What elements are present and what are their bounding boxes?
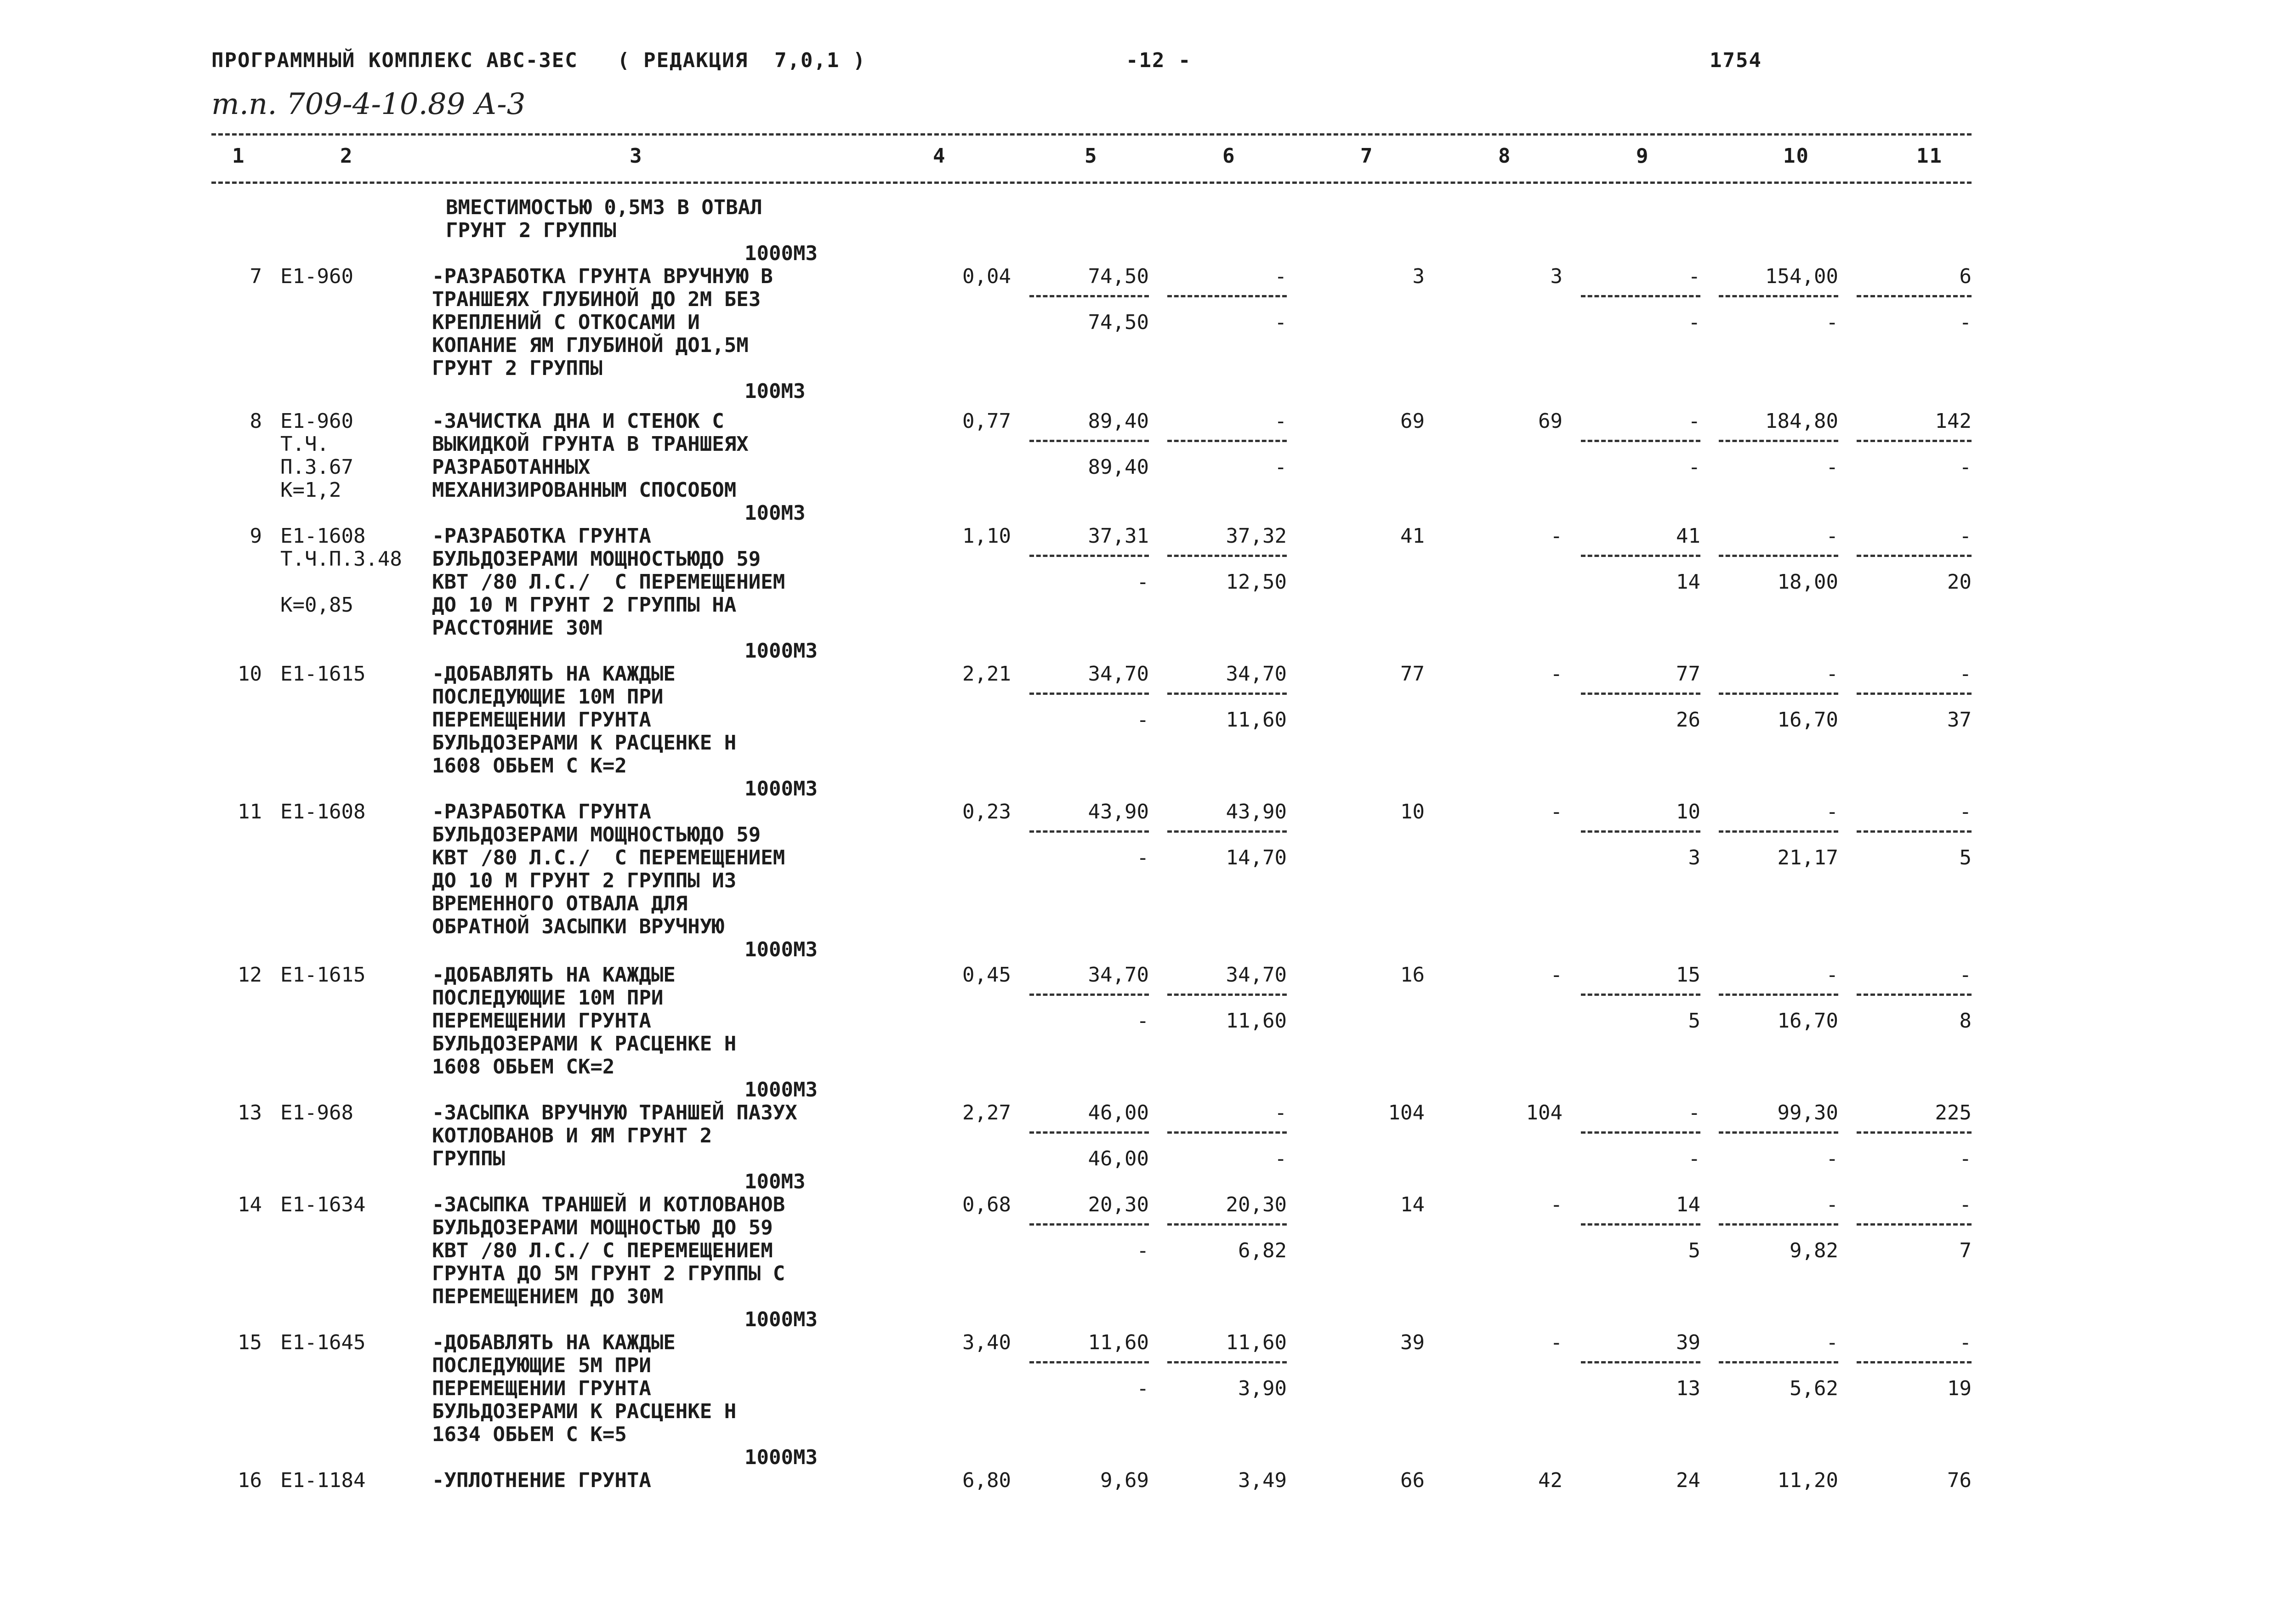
fraction-line [1167,994,1287,996]
value-c10: 99,30 [1777,1101,1838,1124]
column-header-10: 10 [1783,144,1809,168]
value-c4: 0,04 [962,265,1011,288]
value-c8: 3 [1550,265,1563,288]
value-c4: 3,40 [962,1331,1011,1354]
row-number: 13 [238,1101,262,1124]
fraction-line [1719,830,1838,833]
value-c7: 10 [1400,800,1425,823]
row-number: 10 [238,662,262,686]
fraction-line [1857,994,1972,996]
value-c4: 0,23 [962,800,1011,823]
carryover-line: ГРУНТ 2 ГРУППЫ [446,219,616,242]
column-header-5: 5 [1085,144,1098,168]
value-c11-lower: - [1959,1147,1972,1170]
work-description: ПЕРЕМЕЩЕНИЕМ ДО 30М [432,1285,664,1308]
norm-code: Е1-968 [280,1101,353,1124]
work-description: КОТЛОВАНОВ И ЯМ ГРУНТ 2 [432,1124,712,1147]
value-c7: 39 [1400,1331,1425,1354]
work-description: -ЗАСЫПКА ТРАНШЕЙ И КОТЛОВАНОВ [432,1193,785,1216]
fraction-line [1719,1131,1838,1134]
work-description: ПЕРЕМЕЩЕНИИ ГРУНТА [432,708,651,732]
fraction-line [1857,295,1972,297]
value-c11-lower: 20 [1947,570,1972,594]
fraction-line [1581,1223,1700,1226]
value-c11-lower: 19 [1947,1377,1972,1400]
work-description: ГРУППЫ [432,1147,505,1170]
value-c9: 77 [1676,662,1700,686]
row-number: 15 [238,1331,262,1354]
value-c8: - [1550,1331,1563,1354]
norm-code: Е1-1184 [280,1469,366,1492]
unit-of-measure: 1000М3 [744,1446,818,1469]
fraction-line [1719,693,1838,695]
row-number: 16 [238,1469,262,1492]
value-c5-lower: - [1136,570,1149,594]
column-header-1: 1 [232,144,245,168]
value-c11: - [1959,524,1972,548]
fraction-line [1029,994,1149,996]
column-header-8: 8 [1498,144,1512,168]
fraction-line [1857,440,1972,442]
value-c11-lower: - [1959,311,1972,334]
value-c11: - [1959,800,1972,823]
row-number: 14 [238,1193,262,1216]
value-c5-lower: - [1136,708,1149,732]
value-c6-lower: - [1274,311,1287,334]
value-c6: 43,90 [1226,800,1287,823]
value-c5: 11,60 [1088,1331,1149,1354]
norm-code: Е1-1608 [280,524,366,548]
column-header-6: 6 [1222,144,1236,168]
work-description: -ЗАЧИСТКА ДНА И СТЕНОК С [432,409,724,433]
row-number: 8 [250,409,262,433]
work-description: ВРЕМЕННОГО ОТВАЛА ДЛЯ [432,892,688,915]
work-description: -ДОБАВЛЯТЬ НА КАЖДЫЕ [432,662,676,686]
norm-code: Т.Ч.П.3.48 [280,547,402,571]
work-description: -ЗАСЫПКА ВРУЧНУЮ ТРАНШЕЙ ПАЗУХ [432,1101,797,1124]
value-c10: 184,80 [1765,409,1838,433]
fraction-line [1581,693,1700,695]
value-c8: - [1550,662,1563,686]
value-c6: 37,32 [1226,524,1287,548]
value-c11: 225 [1935,1101,1972,1124]
header-bottom-rule [211,182,1972,184]
value-c5: 20,30 [1088,1193,1149,1216]
row-number: 9 [250,524,262,548]
value-c9: 14 [1676,1193,1700,1216]
work-description: БУЛЬДОЗЕРАМИ МОЩНОСТЬЮДО 59 [432,823,761,846]
fraction-line [1581,830,1700,833]
work-description: ПЕРЕМЕЩЕНИИ ГРУНТА [432,1009,651,1033]
column-header-2: 2 [340,144,353,168]
value-c4: 2,21 [962,662,1011,686]
work-description: -РАЗРАБОТКА ГРУНТА ВРУЧНУЮ В [432,265,773,288]
fraction-line [1719,1223,1838,1226]
work-description: 1608 ОБЬЕМ СК=2 [432,1055,615,1079]
value-c11-lower: - [1959,455,1972,479]
work-description: ТРАНШЕЯХ ГЛУБИНОЙ ДО 2М БЕЗ [432,288,761,311]
value-c11-lower: 7 [1959,1239,1972,1262]
value-c8: 69 [1538,409,1563,433]
unit-of-measure: 100М3 [744,380,806,403]
value-c6-lower: 11,60 [1226,708,1287,732]
value-c6: - [1274,265,1287,288]
work-description: 1634 ОБЬЕМ С К=5 [432,1423,627,1446]
fraction-line [1029,440,1149,442]
value-c7: 104 [1388,1101,1425,1124]
value-c5: 9,69 [1100,1469,1149,1492]
value-c5: 43,90 [1088,800,1149,823]
value-c7: 3 [1412,265,1425,288]
value-c8: - [1550,963,1563,987]
fraction-line [1857,1223,1972,1226]
column-header-3: 3 [630,144,643,168]
value-c4: 0,45 [962,963,1011,987]
value-c9: 24 [1676,1469,1700,1492]
value-c11: - [1959,963,1972,987]
page-mark: -12 - [1126,49,1192,72]
work-description: РАССТОЯНИЕ 30М [432,616,602,640]
value-c10: 11,20 [1777,1469,1838,1492]
norm-code: Е1-960 [280,265,353,288]
unit-of-measure: 1000М3 [744,639,818,663]
value-c6-lower: - [1274,1147,1287,1170]
value-c10: - [1826,963,1838,987]
value-c10-lower: 9,82 [1790,1239,1838,1262]
value-c10-lower: 16,70 [1777,708,1838,732]
fraction-line [1167,1223,1287,1226]
norm-code: Е1-1615 [280,963,366,987]
fraction-line [1029,1223,1149,1226]
fraction-line [1581,1361,1700,1363]
work-description: КРЕПЛЕНИЙ С ОТКОСАМИ И [432,311,700,334]
fraction-line [1857,555,1972,557]
unit-of-measure: 1000М3 [744,938,818,961]
work-description: -РАЗРАБОТКА ГРУНТА [432,524,651,548]
value-c9-lower: 13 [1676,1377,1700,1400]
value-c5: 46,00 [1088,1101,1149,1124]
value-c9-lower: 5 [1688,1239,1700,1262]
work-description: КВТ /80 Л.С./ С ПЕРЕМЕЩЕНИЕМ [432,1239,773,1262]
work-description: ДО 10 М ГРУНТ 2 ГРУППЫ ИЗ [432,869,737,892]
norm-code: Е1-1615 [280,662,366,686]
row-number: 12 [238,963,262,987]
value-c11: 76 [1947,1469,1972,1492]
column-header-11: 11 [1916,144,1943,168]
work-description: ПЕРЕМЕЩЕНИИ ГРУНТА [432,1377,651,1400]
value-c9-lower: - [1688,1147,1700,1170]
fraction-line [1029,1131,1149,1134]
fraction-line [1167,1131,1287,1134]
work-description: МЕХАНИЗИРОВАННЫМ СПОСОБОМ [432,478,737,502]
fraction-line [1581,295,1700,297]
value-c5-lower: - [1136,846,1149,869]
value-c9: - [1688,265,1700,288]
fraction-line [1857,1361,1972,1363]
value-c11: 6 [1959,265,1972,288]
fraction-line [1167,555,1287,557]
unit-of-measure: 1000М3 [744,777,818,801]
fraction-line [1167,440,1287,442]
value-c5-lower: - [1136,1377,1149,1400]
fraction-line [1857,693,1972,695]
value-c9: - [1688,1101,1700,1124]
value-c8: 42 [1538,1469,1563,1492]
unit-of-measure: 1000М3 [744,1308,818,1331]
value-c6: 11,60 [1226,1331,1287,1354]
value-c9-lower: 26 [1676,708,1700,732]
column-header-9: 9 [1636,144,1649,168]
value-c7: 14 [1400,1193,1425,1216]
value-c6-lower: 6,82 [1238,1239,1287,1262]
fraction-line [1029,295,1149,297]
norm-code: К=0,85 [280,593,353,617]
work-description: ГРУНТ 2 ГРУППЫ [432,357,602,380]
value-c6-lower: 11,60 [1226,1009,1287,1033]
value-c5-lower: 46,00 [1088,1147,1149,1170]
value-c8: 104 [1526,1101,1563,1124]
fraction-line [1857,830,1972,833]
value-c9: 10 [1676,800,1700,823]
value-c10-lower: 18,00 [1777,570,1838,594]
value-c7: 69 [1400,409,1425,433]
value-c11-lower: 8 [1959,1009,1972,1033]
value-c9-lower: - [1688,311,1700,334]
value-c4: 6,80 [962,1469,1011,1492]
value-c5-lower: 74,50 [1088,311,1149,334]
fraction-line [1029,693,1149,695]
work-description: БУЛЬДОЗЕРАМИ К РАСЦЕНКЕ Н [432,1032,737,1056]
value-c8: - [1550,1193,1563,1216]
value-c5: 34,70 [1088,963,1149,987]
carryover-line: ВМЕСТИМОСТЬЮ 0,5М3 В ОТВАЛ [446,196,762,219]
value-c4: 2,27 [962,1101,1011,1124]
row-number: 11 [238,800,262,823]
value-c9-lower: - [1688,455,1700,479]
fraction-line [1719,994,1838,996]
value-c9-lower: 3 [1688,846,1700,869]
norm-code: Е1-1608 [280,800,366,823]
norm-code: Е1-960 [280,409,353,433]
work-description: -ДОБАВЛЯТЬ НА КАЖДЫЕ [432,1331,676,1354]
value-c6-lower: - [1274,455,1287,479]
value-c10: - [1826,800,1838,823]
value-c11: - [1959,1193,1972,1216]
fraction-line [1029,555,1149,557]
value-c4: 0,68 [962,1193,1011,1216]
value-c9: - [1688,409,1700,433]
work-description: ПОСЛЕДУЮЩИЕ 5М ПРИ [432,1354,651,1377]
work-description: РАЗРАБОТАННЫХ [432,455,591,479]
value-c6: 3,49 [1238,1469,1287,1492]
value-c11: 142 [1935,409,1972,433]
header-top-rule [211,133,1972,136]
value-c11-lower: 5 [1959,846,1972,869]
value-c9-lower: 14 [1676,570,1700,594]
work-description: ВЫКИДКОЙ ГРУНТА В ТРАНШЕЯХ [432,432,749,456]
value-c6: 34,70 [1226,662,1287,686]
work-description: -РАЗРАБОТКА ГРУНТА [432,800,651,823]
work-description: ПОСЛЕДУЮЩИЕ 10М ПРИ [432,986,664,1010]
value-c6-lower: 3,90 [1238,1377,1287,1400]
handwritten-project-code: т.п. 709-4-10.89 А-3 [211,87,526,121]
work-description: ПОСЛЕДУЮЩИЕ 10М ПРИ [432,685,664,709]
value-c10-lower: 5,62 [1790,1377,1838,1400]
fraction-line [1167,295,1287,297]
value-c5: 74,50 [1088,265,1149,288]
value-c8: - [1550,800,1563,823]
value-c10-lower: - [1826,455,1838,479]
fraction-line [1719,440,1838,442]
value-c10: - [1826,1193,1838,1216]
value-c11-lower: 37 [1947,708,1972,732]
value-c10-lower: 16,70 [1777,1009,1838,1033]
work-description: ОБРАТНОЙ ЗАСЫПКИ ВРУЧНУЮ [432,915,724,938]
value-c5-lower: 89,40 [1088,455,1149,479]
value-c10-lower: - [1826,311,1838,334]
value-c6: 34,70 [1226,963,1287,987]
value-c10: - [1826,1331,1838,1354]
value-c5: 89,40 [1088,409,1149,433]
norm-code: П.3.67 [280,455,353,479]
value-c10: - [1826,662,1838,686]
value-c9: 15 [1676,963,1700,987]
carryover-unit: 1000М3 [744,242,818,265]
value-c6-lower: 14,70 [1226,846,1287,869]
fraction-line [1719,295,1838,297]
work-description: БУЛЬДОЗЕРАМИ МОЩНОСТЬЮ ДО 59 [432,1216,773,1239]
fraction-line [1167,1361,1287,1363]
value-c8: - [1550,524,1563,548]
norm-code: Е1-1634 [280,1193,366,1216]
value-c6: - [1274,1101,1287,1124]
work-description: БУЛЬДОЗЕРАМИ К РАСЦЕНКЕ Н [432,731,737,755]
work-description: 1608 ОБЬЕМ С К=2 [432,754,627,778]
fraction-line [1581,994,1700,996]
value-c5: 34,70 [1088,662,1149,686]
value-c5: 37,31 [1088,524,1149,548]
norm-code: Е1-1645 [280,1331,366,1354]
value-c5-lower: - [1136,1239,1149,1262]
work-description: БУЛЬДОЗЕРАМИ К РАСЦЕНКЕ Н [432,1400,737,1423]
work-description: БУЛЬДОЗЕРАМИ МОЩНОСТЬЮДО 59 [432,547,761,571]
program-header: ПРОГРАММНЫЙ КОМПЛЕКС АВС-3ЕС ( РЕДАКЦИЯ 7,0,1 ) [211,49,866,72]
value-c6-lower: 12,50 [1226,570,1287,594]
row-number: 7 [250,265,262,288]
value-c10: 154,00 [1765,265,1838,288]
fraction-line [1029,830,1149,833]
value-c9: 39 [1676,1331,1700,1354]
fraction-line [1167,830,1287,833]
value-c9: 41 [1676,524,1700,548]
value-c10-lower: - [1826,1147,1838,1170]
value-c7: 66 [1400,1469,1425,1492]
work-description: КОПАНИЕ ЯМ ГЛУБИНОЙ ДО1,5М [432,334,749,357]
value-c11: - [1959,662,1972,686]
value-c7: 41 [1400,524,1425,548]
unit-of-measure: 100М3 [744,1170,806,1193]
fraction-line [1167,693,1287,695]
work-description: ГРУНТА ДО 5М ГРУНТ 2 ГРУППЫ С [432,1262,785,1285]
value-c5-lower: - [1136,1009,1149,1033]
fraction-line [1857,1131,1972,1134]
column-header-7: 7 [1360,144,1374,168]
norm-code: К=1,2 [280,478,341,502]
value-c4: 0,77 [962,409,1011,433]
value-c9-lower: 5 [1688,1009,1700,1033]
work-description: ДО 10 М ГРУНТ 2 ГРУППЫ НА [432,593,737,617]
norm-code: Т.Ч. [280,432,329,456]
fraction-line [1581,555,1700,557]
fraction-line [1029,1361,1149,1363]
sheet-number: 1754 [1710,49,1762,72]
fraction-line [1719,555,1838,557]
work-description: -ДОБАВЛЯТЬ НА КАЖДЫЕ [432,963,676,987]
value-c11: - [1959,1331,1972,1354]
work-description: КВТ /80 Л.С./ С ПЕРЕМЕЩЕНИЕМ [432,570,785,594]
work-description: КВТ /80 Л.С./ С ПЕРЕМЕЩЕНИЕМ [432,846,785,869]
unit-of-measure: 1000М3 [744,1078,818,1102]
value-c7: 16 [1400,963,1425,987]
work-description: -УПЛОТНЕНИЕ ГРУНТА [432,1469,651,1492]
fraction-line [1581,440,1700,442]
value-c4: 1,10 [962,524,1011,548]
unit-of-measure: 100М3 [744,501,806,525]
value-c6: - [1274,409,1287,433]
column-header-4: 4 [933,144,946,168]
value-c10: - [1826,524,1838,548]
value-c10-lower: 21,17 [1777,846,1838,869]
fraction-line [1719,1361,1838,1363]
value-c7: 77 [1400,662,1425,686]
value-c6: 20,30 [1226,1193,1287,1216]
fraction-line [1581,1131,1700,1134]
